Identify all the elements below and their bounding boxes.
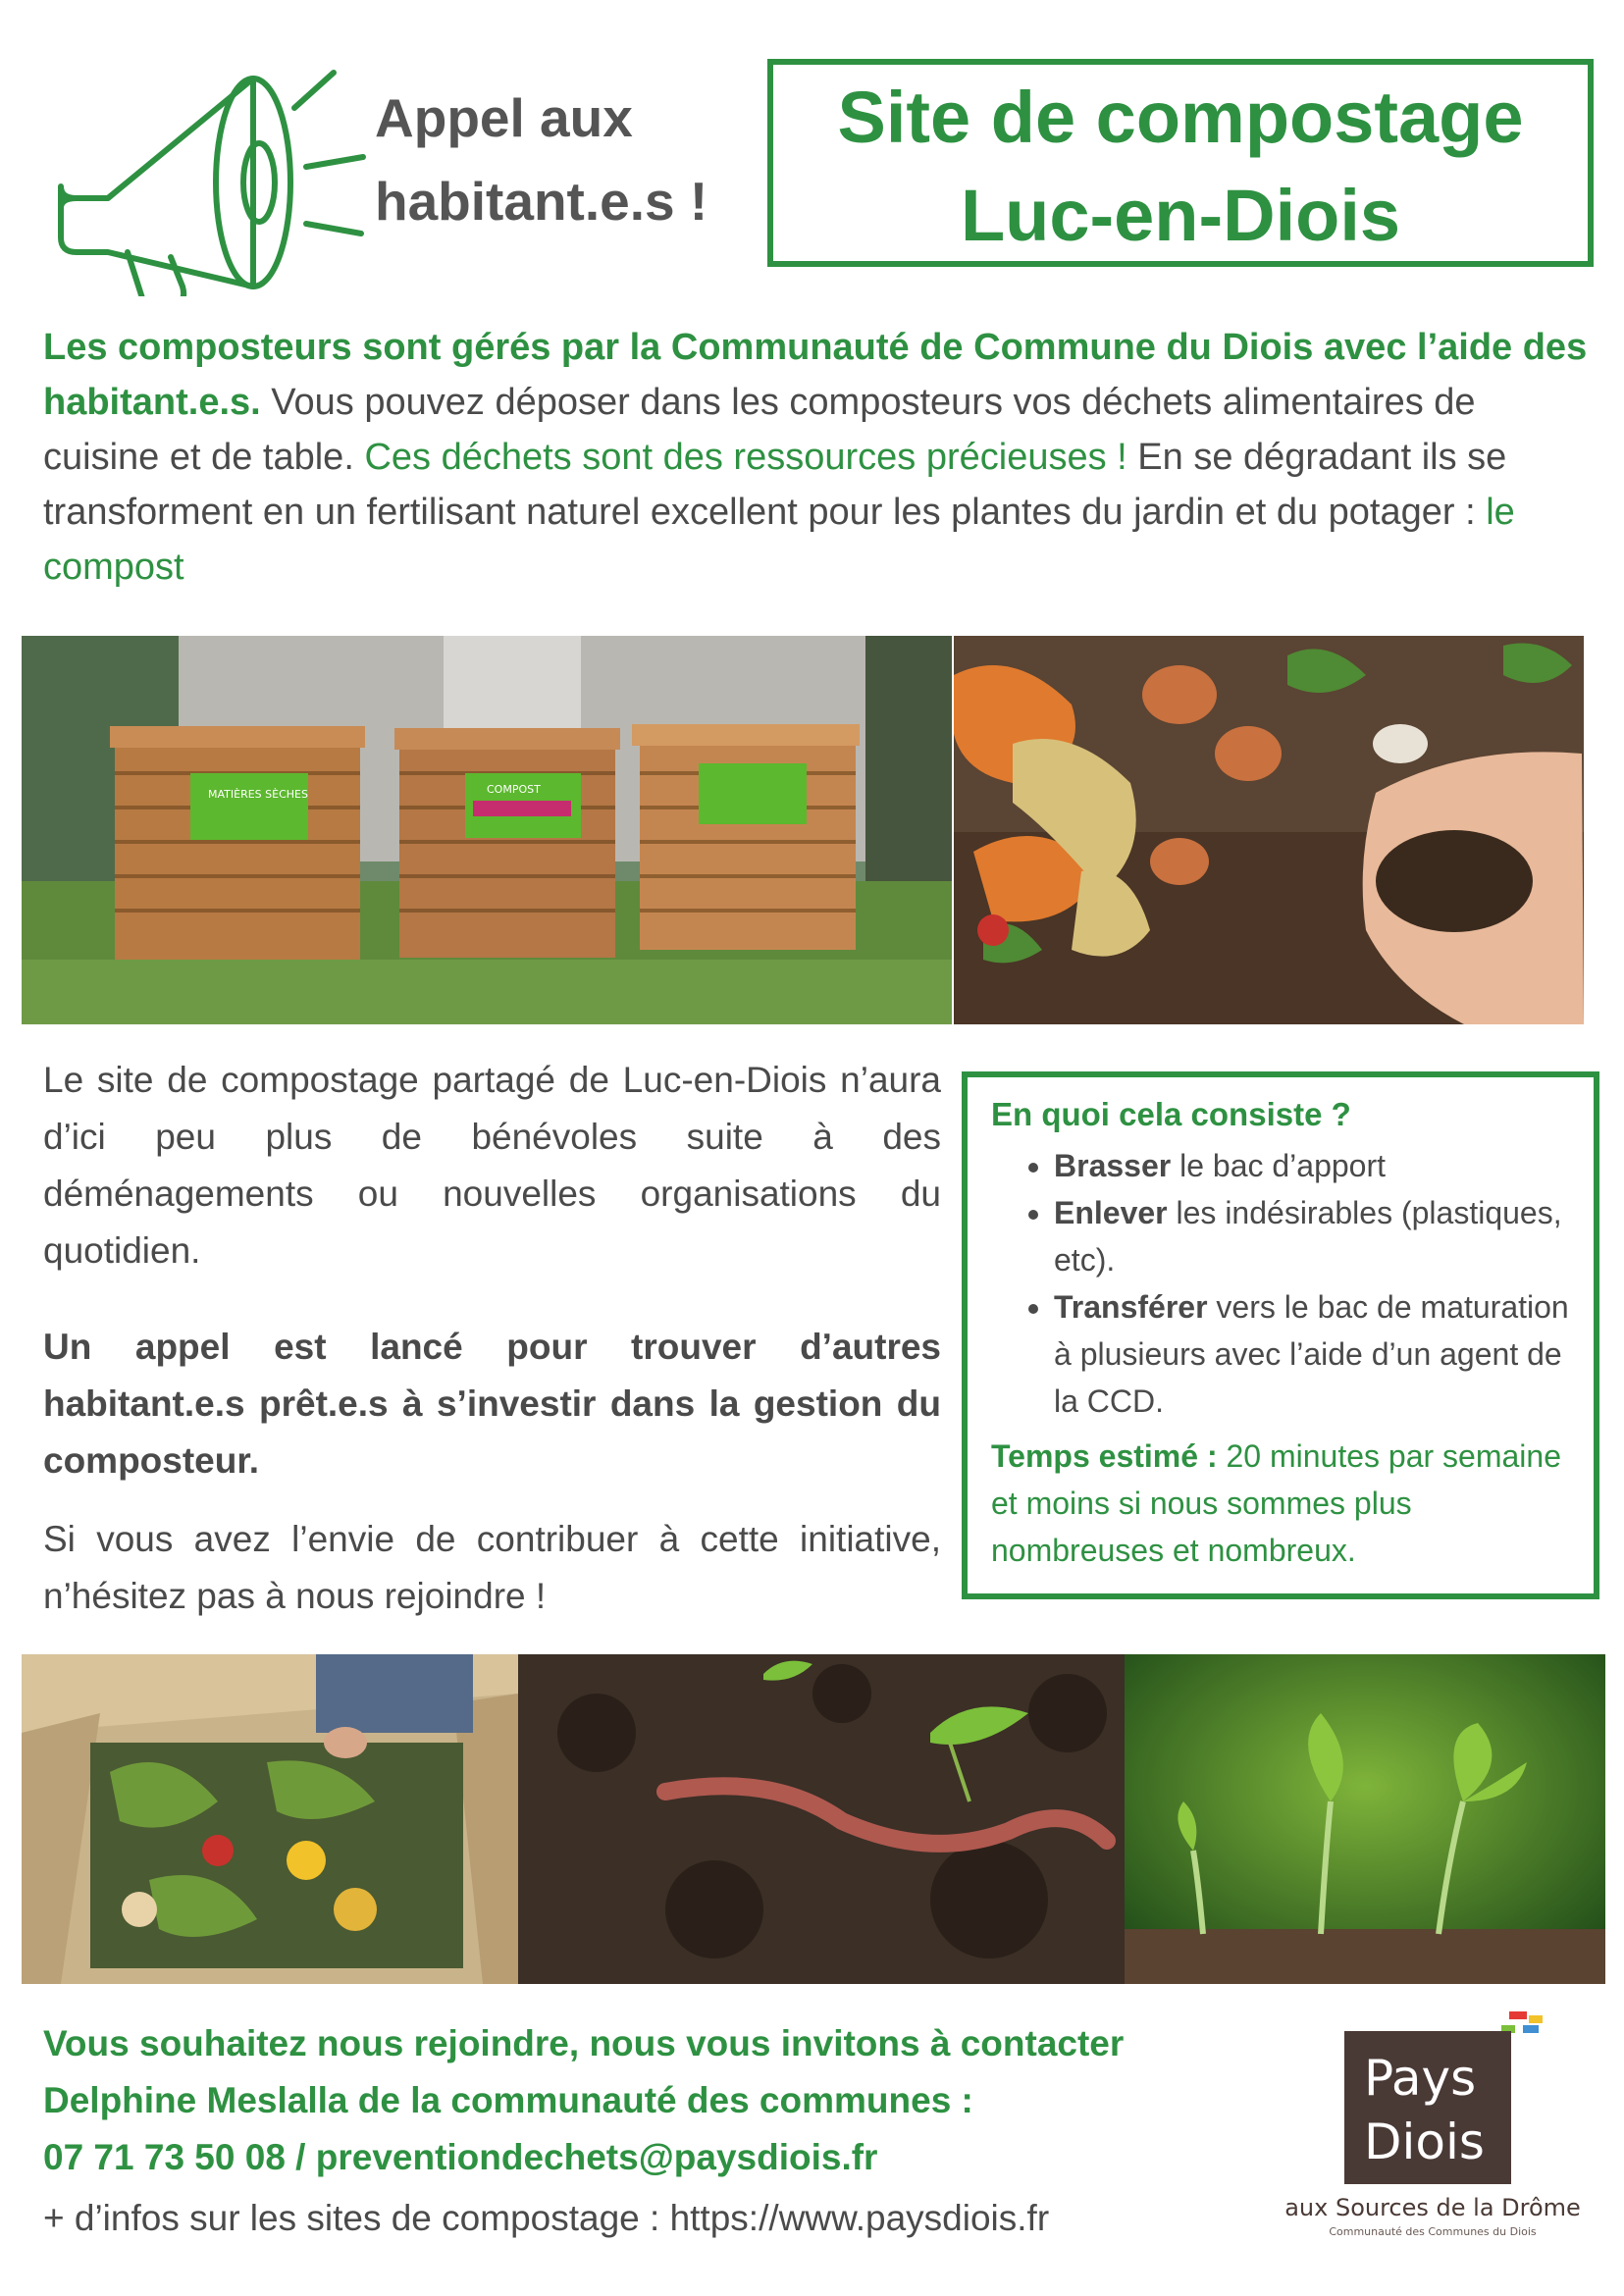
megaphone-icon <box>49 51 383 296</box>
photo-earthworm-soil <box>518 1654 1125 1984</box>
tasks-list <box>991 1142 1574 1425</box>
contact-line-2: Delphine Meslalla de la communauté des communes : <box>43 2080 973 2120</box>
logo-subtagline: Communauté des Communes du Diois <box>1329 2225 1537 2238</box>
photo-compost-bin-scraps <box>22 1654 518 1984</box>
contact-line-1: Vous souhaitez nous rejoindre, nous vous invitons à contacter <box>43 2023 1125 2063</box>
intro-green-bold: Les composteurs sont gérés par la Communauté de Commune du Diois avec l’aide des habitant.e.s. <box>43 327 1588 423</box>
task-item <box>1054 1142 1574 1189</box>
task-verb: Transférer <box>1054 1289 1208 1325</box>
photo-food-scraps-hands <box>954 636 1584 1024</box>
logo-tagline: aux Sources de la Drôme <box>1284 2194 1581 2221</box>
photo-seedlings <box>1125 1654 1605 1984</box>
appel-line2: habitant.e.s ! <box>375 171 708 232</box>
time-estimate <box>991 1433 1574 1574</box>
task-verb: Brasser <box>1054 1148 1172 1183</box>
body-paragraph-2: Un appel est lancé pour trouver d’autres habitant.e.s prêt.e.s à s’investir dans la gestion du composteur. <box>43 1327 941 1481</box>
appel-heading <box>375 77 707 243</box>
time-estimate-text: 20 minutes par semaine et moins si nous sommes plus nombreuses et nombreux. <box>991 1438 1561 1568</box>
contact-block <box>43 2015 1124 2186</box>
bin2-label: COMPOST <box>487 783 541 796</box>
intro-text-1: Vous pouvez déposer dans les composteurs vos déchets alimentaires de cuisine et de table. <box>43 382 1476 478</box>
photo-compost-bins <box>22 636 952 1024</box>
intro-green-3: le compost <box>43 492 1515 588</box>
pays-diois-logo <box>1276 2002 1590 2247</box>
appel-line1: Appel aux <box>375 87 633 148</box>
title-box <box>767 59 1594 267</box>
title-line2: Luc-en-Diois <box>960 175 1401 256</box>
bin1-label: MATIÈRES SÈCHES <box>208 788 308 801</box>
task-text: les indésirables (plastiques, etc). <box>1054 1195 1562 1278</box>
logo-word-2: Diois <box>1364 2113 1485 2170</box>
intro-green-2: Ces déchets sont des ressources précieuses ! <box>364 437 1127 478</box>
tasks-box <box>962 1071 1599 1599</box>
task-item <box>1054 1189 1574 1283</box>
body-text <box>43 1052 941 1625</box>
task-verb: Enlever <box>1054 1195 1168 1230</box>
title-line1: Site de compostage <box>837 77 1524 158</box>
task-text: le bac d’apport <box>1171 1148 1387 1183</box>
body-paragraph-3: Si vous avez l’envie de contribuer à cette initiative, n’hésitez pas à nous rejoindre ! <box>43 1519 941 1616</box>
more-info-link[interactable]: + d’infos sur les sites de compostage : https://www.paysdiois.fr <box>43 2198 1050 2238</box>
task-item <box>1054 1283 1574 1425</box>
time-estimate-label: Temps estimé : <box>991 1438 1218 1474</box>
intro-text-2: En se dégradant ils se transforment en un fertilisant naturel excellent pour les plantes du jardin et du potager : <box>43 437 1507 533</box>
tasks-heading: En quoi cela consiste ? <box>991 1096 1351 1132</box>
contact-line-3[interactable]: 07 71 73 50 08 / preventiondechets@paysdiois.fr <box>43 2137 878 2177</box>
task-text: vers le bac de maturation à plusieurs avec l’aide d’un agent de la CCD. <box>1054 1289 1569 1419</box>
logo-word-1: Pays <box>1364 2050 1477 2107</box>
intro-paragraph <box>43 320 1594 595</box>
body-paragraph-1: Le site de compostage partagé de Luc-en-Diois n’aura d’ici peu plus de bénévoles suite à des déménagements ou nouvelles organisations du quotidien. <box>43 1060 941 1271</box>
